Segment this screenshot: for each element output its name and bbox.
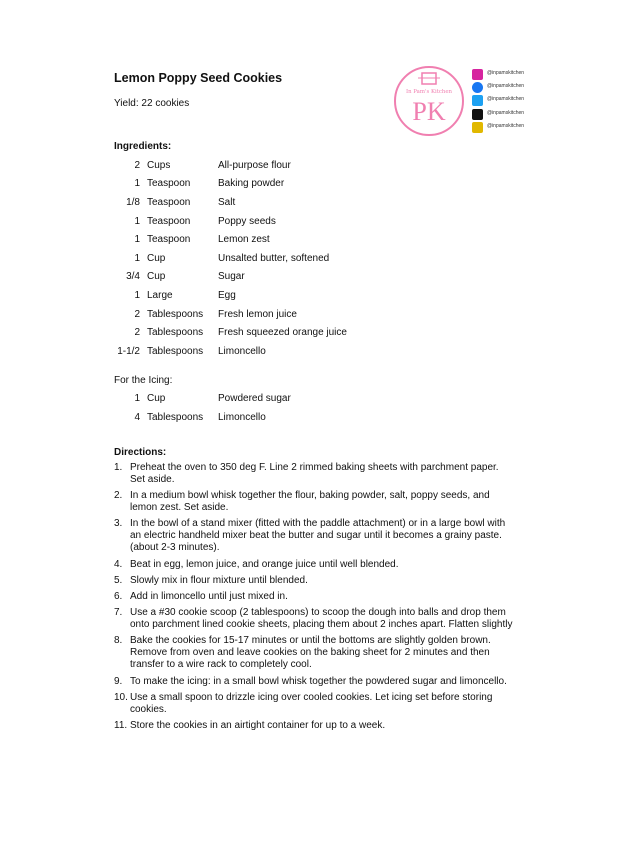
step-number: 6. bbox=[114, 590, 123, 602]
logo-text: In Pam's Kitchen bbox=[405, 89, 453, 95]
social-handle: @inpamskitchen bbox=[487, 83, 525, 90]
ingredient-unit: Teaspoon bbox=[147, 216, 191, 227]
instagram-icon bbox=[472, 69, 483, 80]
directions-list bbox=[114, 462, 514, 736]
ingredient-name: Powdered sugar bbox=[218, 393, 291, 404]
step-text: Store the cookies in an airtight container for up to a week. bbox=[130, 719, 386, 731]
ingredient-row bbox=[0, 178, 640, 192]
ingredient-row bbox=[0, 327, 640, 341]
ingredient-qty: 2 bbox=[134, 160, 140, 171]
ingredient-name: Limoncello bbox=[218, 412, 266, 423]
social-item-twitter[interactable] bbox=[472, 94, 572, 107]
social-list bbox=[472, 68, 572, 134]
ingredient-qty: 3/4 bbox=[126, 271, 140, 282]
ingredient-row bbox=[0, 309, 640, 323]
step-text: Use a #30 cookie scoop (2 tablespoons) to scoop the dough into balls and drop them onto parchment lined cookie sheets, placing them about 2 inches apart. Flatten slightly bbox=[130, 607, 513, 631]
icing-ingredient-row bbox=[0, 412, 640, 426]
direction-step bbox=[114, 692, 514, 716]
social-handle: @inpamskitchen bbox=[487, 109, 525, 116]
ingredient-unit: Cups bbox=[147, 160, 171, 171]
twitter-icon bbox=[472, 95, 483, 106]
ingredient-qty: 1 bbox=[134, 393, 140, 404]
step-number: 8. bbox=[114, 635, 123, 647]
ingredient-unit: Cup bbox=[147, 253, 166, 264]
direction-step bbox=[114, 462, 514, 486]
ingredient-unit: Teaspoon bbox=[147, 178, 191, 189]
ingredient-name: Baking powder bbox=[218, 178, 285, 189]
icing-ingredient-row bbox=[0, 393, 640, 407]
ingredient-row bbox=[0, 253, 640, 267]
ingredient-row bbox=[0, 216, 640, 230]
ingredient-name: Poppy seeds bbox=[218, 216, 276, 227]
ingredient-qty: 1 bbox=[134, 216, 140, 227]
ingredient-qty: 1/8 bbox=[126, 197, 140, 208]
recipe-yield: Yield: 22 cookies bbox=[114, 98, 190, 109]
ingredient-qty: 4 bbox=[134, 412, 140, 423]
social-handle: @inpamskitchen bbox=[487, 70, 525, 76]
ingredient-qty: 1 bbox=[134, 178, 140, 189]
direction-step bbox=[114, 607, 514, 631]
tiktok-icon bbox=[472, 109, 483, 120]
ingredient-qty: 1 bbox=[134, 234, 140, 245]
ingredient-row bbox=[0, 234, 640, 248]
step-number: 3. bbox=[114, 518, 123, 530]
direction-step bbox=[114, 635, 514, 671]
step-number: 4. bbox=[114, 558, 123, 570]
social-item-tiktok[interactable] bbox=[472, 108, 572, 121]
ingredient-unit: Large bbox=[147, 290, 173, 301]
step-number: 9. bbox=[114, 675, 123, 687]
ingredient-name: All-purpose flour bbox=[218, 160, 291, 171]
ingredient-unit: Tablespoons bbox=[147, 412, 204, 423]
step-number: 5. bbox=[114, 574, 123, 586]
ingredient-qty: 2 bbox=[134, 309, 140, 320]
ingredients-heading: Ingredients: bbox=[114, 141, 172, 152]
step-text: To make the icing: in a small bowl whisk together the powdered sugar and limoncello. bbox=[130, 675, 507, 687]
direction-step bbox=[114, 575, 514, 587]
direction-step bbox=[114, 591, 514, 603]
ingredient-name: Egg bbox=[218, 290, 236, 301]
ingredient-name: Salt bbox=[218, 197, 236, 208]
step-text: Preheat the oven to 350 deg F. Line 2 rimmed baking sheets with parchment paper. Set aside. bbox=[130, 462, 499, 485]
ingredient-name: Lemon zest bbox=[218, 234, 270, 245]
ingredient-name: Limoncello bbox=[218, 346, 266, 357]
step-number: 1. bbox=[114, 462, 123, 473]
icing-heading: For the Icing: bbox=[114, 375, 173, 386]
ingredient-unit: Tablespoons bbox=[147, 346, 204, 357]
ingredient-unit: Cup bbox=[147, 393, 166, 404]
direction-step bbox=[114, 518, 514, 554]
ingredient-unit: Teaspoon bbox=[147, 234, 191, 245]
ingredient-row bbox=[0, 290, 640, 304]
ingredient-name: Fresh squeezed orange juice bbox=[218, 327, 347, 338]
step-number: 11. bbox=[114, 719, 128, 731]
social-item-yummly[interactable] bbox=[472, 121, 572, 134]
step-text: Use a small spoon to drizzle icing over cooled cookies. Let icing set before storing cookies. bbox=[130, 691, 493, 715]
step-text: Slowly mix in flour mixture until blended. bbox=[130, 574, 308, 586]
yummly-icon bbox=[472, 122, 483, 133]
step-number: 7. bbox=[114, 607, 123, 619]
facebook-icon bbox=[472, 82, 483, 93]
step-text: Add in limoncello until just mixed in. bbox=[130, 590, 288, 602]
social-item-instagram[interactable] bbox=[472, 68, 572, 81]
ingredient-unit: Tablespoons bbox=[147, 327, 204, 338]
step-number: 10. bbox=[114, 691, 128, 703]
ingredient-qty: 1-1/2 bbox=[117, 346, 140, 357]
step-text: Beat in egg, lemon juice, and orange juice until well blended. bbox=[130, 558, 399, 570]
step-text: In a medium bowl whisk together the flour, baking powder, salt, poppy seeds, and lemon zest. Set aside. bbox=[130, 490, 490, 514]
step-number: 2. bbox=[114, 490, 123, 502]
ingredient-qty: 1 bbox=[134, 253, 140, 264]
logo-monogram: PK bbox=[412, 97, 446, 126]
ingredient-row bbox=[0, 197, 640, 211]
ingredient-qty: 2 bbox=[134, 327, 140, 338]
ingredient-row bbox=[0, 271, 640, 285]
ingredient-unit: Cup bbox=[147, 271, 166, 282]
ingredient-name: Fresh lemon juice bbox=[218, 309, 297, 320]
ingredient-row bbox=[0, 346, 640, 360]
direction-step bbox=[114, 490, 514, 514]
ingredient-qty: 1 bbox=[134, 290, 140, 301]
pams-kitchen-logo bbox=[392, 64, 466, 138]
ingredient-name: Sugar bbox=[218, 271, 245, 282]
step-text: Bake the cookies for 15-17 minutes or until the bottoms are slightly golden brown. Remove from oven and leave cookies on the baking sheet for 2 minutes and then transfer to a wire rack to completely cool. bbox=[130, 635, 491, 671]
ingredient-row bbox=[0, 160, 640, 174]
social-handle: @inpamskitchen bbox=[487, 122, 525, 129]
ingredient-name: Unsalted butter, softened bbox=[218, 253, 330, 264]
direction-step bbox=[114, 559, 514, 571]
directions-heading: Directions: bbox=[114, 447, 167, 458]
social-handle: @inpamskitchen bbox=[487, 96, 525, 103]
ingredient-unit: Teaspoon bbox=[147, 197, 191, 208]
direction-step bbox=[114, 720, 514, 732]
direction-step bbox=[114, 676, 514, 688]
recipe-title: Lemon Poppy Seed Cookies bbox=[114, 71, 283, 85]
ingredient-unit: Tablespoons bbox=[147, 309, 204, 320]
social-item-facebook[interactable] bbox=[472, 81, 572, 94]
step-text: In the bowl of a stand mixer (fitted with the paddle attachment) or in a large bowl with an electric handheld mixer beat the butter and sugar until it becomes a grainy paste. (about 2-3 minutes). bbox=[130, 518, 506, 554]
